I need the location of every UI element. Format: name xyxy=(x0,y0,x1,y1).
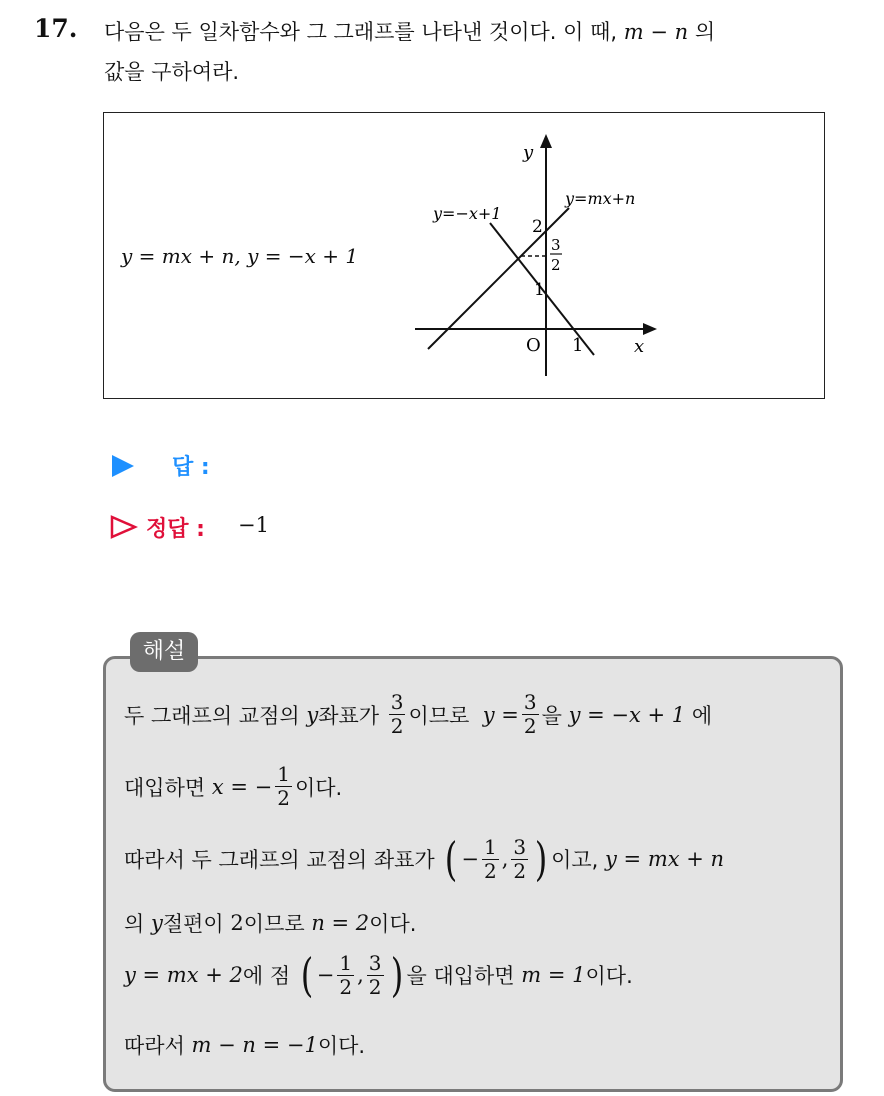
math: y = xyxy=(482,702,519,727)
numerator: 3 xyxy=(368,950,382,975)
text: 이다. xyxy=(294,775,343,800)
text: 두 그래프의 교점의 xyxy=(124,703,300,728)
text: 이다. xyxy=(369,912,417,936)
text: 이므로 xyxy=(408,703,470,728)
fraction xyxy=(511,834,528,883)
explanation-tag: 해설 xyxy=(130,632,198,672)
var: y xyxy=(306,702,319,727)
question-line-1 xyxy=(104,16,715,46)
text: 을 대입하면 xyxy=(406,964,515,988)
math: m − n = −1 xyxy=(191,1033,318,1057)
y-axis-arrow xyxy=(540,134,552,148)
math: n = 2 xyxy=(311,911,370,935)
y-frac-denominator: 2 xyxy=(551,256,561,274)
math: y = −x + 1 xyxy=(568,702,686,727)
text: 좌표가 xyxy=(318,703,380,728)
question-number: 17. xyxy=(34,14,78,43)
question-expression: m − n xyxy=(623,20,689,44)
text: 에 점 xyxy=(242,964,291,988)
origin-label: O xyxy=(526,335,541,356)
math: m = 1 xyxy=(521,963,586,987)
denominator: 2 xyxy=(483,858,497,883)
fraction xyxy=(522,692,539,737)
fraction xyxy=(337,950,354,999)
correct-answer-label: 정답 : xyxy=(146,517,205,542)
y-tick-2-label: 2 xyxy=(532,217,543,237)
fraction xyxy=(389,692,406,737)
line-a-label: y=−x+1 xyxy=(433,204,502,223)
explanation-line-4 xyxy=(124,908,416,938)
explanation-line-3 xyxy=(124,832,725,886)
text: 이다. xyxy=(585,964,633,988)
var: y xyxy=(150,911,163,935)
numerator: 1 xyxy=(277,762,290,786)
math: x = − xyxy=(211,774,273,799)
point: ( − $\frac{1}{2}$ , $\frac{3}{2}$ ) xyxy=(445,832,548,886)
y-tick-1-label: 1 xyxy=(534,280,545,300)
comma: , xyxy=(501,847,509,871)
comma: , xyxy=(357,963,364,987)
text: 절편이 xyxy=(162,912,224,936)
denominator: 2 xyxy=(390,714,404,738)
fraction xyxy=(275,764,292,809)
equations-text: y = mx + n, y = −x + 1 xyxy=(121,244,359,268)
text: 따라서 두 그래프의 교점의 좌표가 xyxy=(124,848,435,872)
text: 이다. xyxy=(317,1034,366,1058)
text: 이므로 xyxy=(243,912,305,936)
question-text: 다음은 두 일차함수와 그 그래프를 나타낸 것이다. 이 때, xyxy=(104,20,618,44)
minus: − xyxy=(316,963,335,987)
minus: − xyxy=(461,847,479,871)
text: 의 xyxy=(124,912,145,936)
numerator: 3 xyxy=(390,690,404,714)
numerator: 1 xyxy=(483,834,497,859)
point: ( − $\frac{1}{2}$ , $\frac{3}{2}$ ) xyxy=(300,948,403,1002)
answer-label: 답 : xyxy=(172,455,210,480)
explanation-line-2 xyxy=(124,764,342,809)
text: 대입하면 xyxy=(124,775,206,800)
text: 이고, xyxy=(551,848,599,872)
text: 을 xyxy=(541,703,562,728)
denominator: 2 xyxy=(523,714,537,738)
x-tick-1-label: 1 xyxy=(572,335,584,356)
answer-arrow-icon xyxy=(112,455,134,477)
line-mx-plus-n xyxy=(428,208,569,349)
x-axis-arrow xyxy=(643,323,657,335)
numerator: 3 xyxy=(523,690,537,714)
y-frac-numerator: 3 xyxy=(551,236,561,254)
y-axis-label: y xyxy=(523,142,534,163)
explanation-line-1 xyxy=(124,692,712,737)
figure-equations xyxy=(121,244,358,268)
correct-answer-value: −1 xyxy=(238,513,269,537)
explanation-line-6 xyxy=(124,1030,365,1060)
denominator: 2 xyxy=(339,974,353,999)
number: 2 xyxy=(230,911,244,935)
math: y = mx + 2 xyxy=(124,963,243,987)
denominator: 2 xyxy=(277,786,290,810)
numerator: 1 xyxy=(339,950,353,975)
fraction xyxy=(482,834,499,883)
explanation-line-5 xyxy=(124,948,633,1002)
line-b-label: y=mx+n xyxy=(565,189,636,208)
fraction xyxy=(367,950,384,999)
text: 따라서 xyxy=(124,1034,185,1058)
function-graph xyxy=(405,126,675,386)
denominator: 2 xyxy=(513,858,527,883)
question-text-end: 의 xyxy=(694,20,716,44)
denominator: 2 xyxy=(368,974,382,999)
text: 에 xyxy=(691,703,713,728)
x-axis-label: x xyxy=(634,336,645,357)
math: y = mx + n xyxy=(605,847,725,871)
correct-arrow-icon xyxy=(110,515,138,539)
question-line-2: 값을 구하여라. xyxy=(104,60,240,84)
numerator: 3 xyxy=(513,834,527,859)
